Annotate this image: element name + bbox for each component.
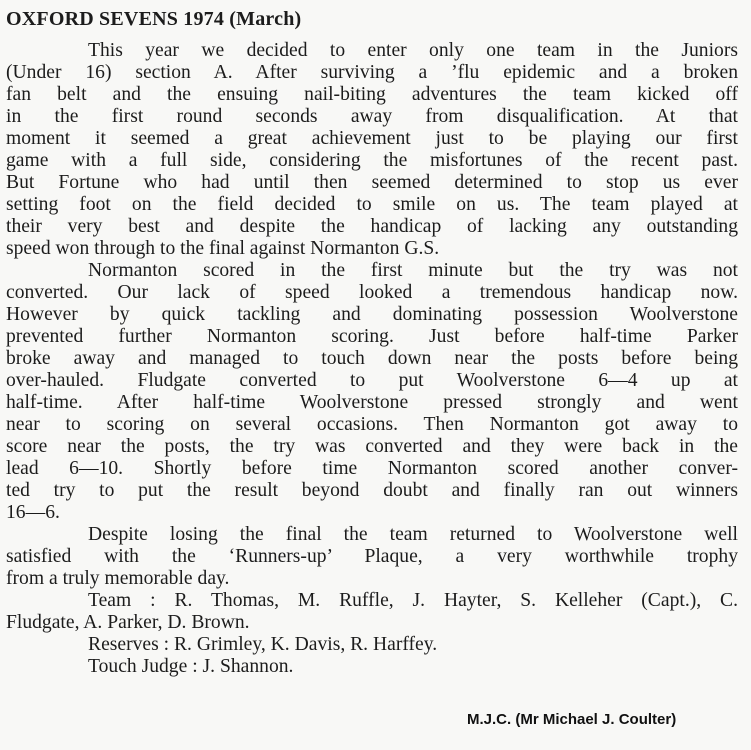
team-line: Fludgate, A. Parker, D. Brown. xyxy=(6,612,250,633)
reserves-line: Reserves : R. Grimley, K. Davis, R. Harffey. xyxy=(88,634,438,655)
text-line: But Fortune who had until then seemed determined to stop us ever xyxy=(6,172,738,193)
text-line: game with a full side, considering the misfortunes of the recent past. xyxy=(6,150,738,171)
text-line: in the first round seconds away from disqualification. At that xyxy=(6,106,738,127)
text-line: near to scoring on several occasions. Then Normanton got away to xyxy=(6,414,738,435)
author-credit: M.J.C. (Mr Michael J. Coulter) xyxy=(467,711,677,728)
text-line: Normanton scored in the first minute but the try was not xyxy=(88,260,738,281)
text-line: broke away and managed to touch down near the posts before being xyxy=(6,348,738,369)
article-title: OXFORD SEVENS 1974 (March) xyxy=(6,8,302,30)
text-line: speed won through to the final against Normanton G.S. xyxy=(6,238,440,259)
team-line: Team : R. Thomas, M. Ruffle, J. Hayter, S. Kelleher (Capt.), C. xyxy=(88,590,738,611)
text-line: However by quick tackling and dominating possession Woolverstone xyxy=(6,304,738,325)
text-line: satisfied with the ‘Runners-up’ Plaque, a very worthwhile trophy xyxy=(6,546,738,567)
text-line: over-hauled. Fludgate converted to put Woolverstone 6—4 up at xyxy=(6,370,738,391)
touch-judge-line: Touch Judge : J. Shannon. xyxy=(88,656,294,677)
text-line: lead 6—10. Shortly before time Normanton scored another conver- xyxy=(6,458,738,479)
text-line: converted. Our lack of speed looked a tremendous handicap now. xyxy=(6,282,738,303)
text-line: setting foot on the field decided to smile on us. The team played at xyxy=(6,194,738,215)
text-line: from a truly memorable day. xyxy=(6,568,230,589)
text-line: (Under 16) section A. After surviving a ’flu epidemic and a broken xyxy=(6,62,738,83)
text-line: Despite losing the final the team returned to Woolverstone well xyxy=(88,524,738,545)
text-line: prevented further Normanton scoring. Just before half-time Parker xyxy=(6,326,738,347)
text-line: half-time. After half-time Woolverstone pressed strongly and went xyxy=(6,392,738,413)
text-line: fan belt and the ensuing nail-biting adventures the team kicked off xyxy=(6,84,738,105)
text-line: This year we decided to enter only one team in the Juniors xyxy=(88,40,738,61)
text-line: ted try to put the result beyond doubt and finally ran out winners xyxy=(6,480,738,501)
text-line: score near the posts, the try was converted and they were back in the xyxy=(6,436,738,457)
text-line: moment it seemed a great achievement just to be playing our first xyxy=(6,128,738,149)
text-line: their very best and despite the handicap of lacking any outstanding xyxy=(6,216,738,237)
text-line: 16—6. xyxy=(6,502,60,523)
